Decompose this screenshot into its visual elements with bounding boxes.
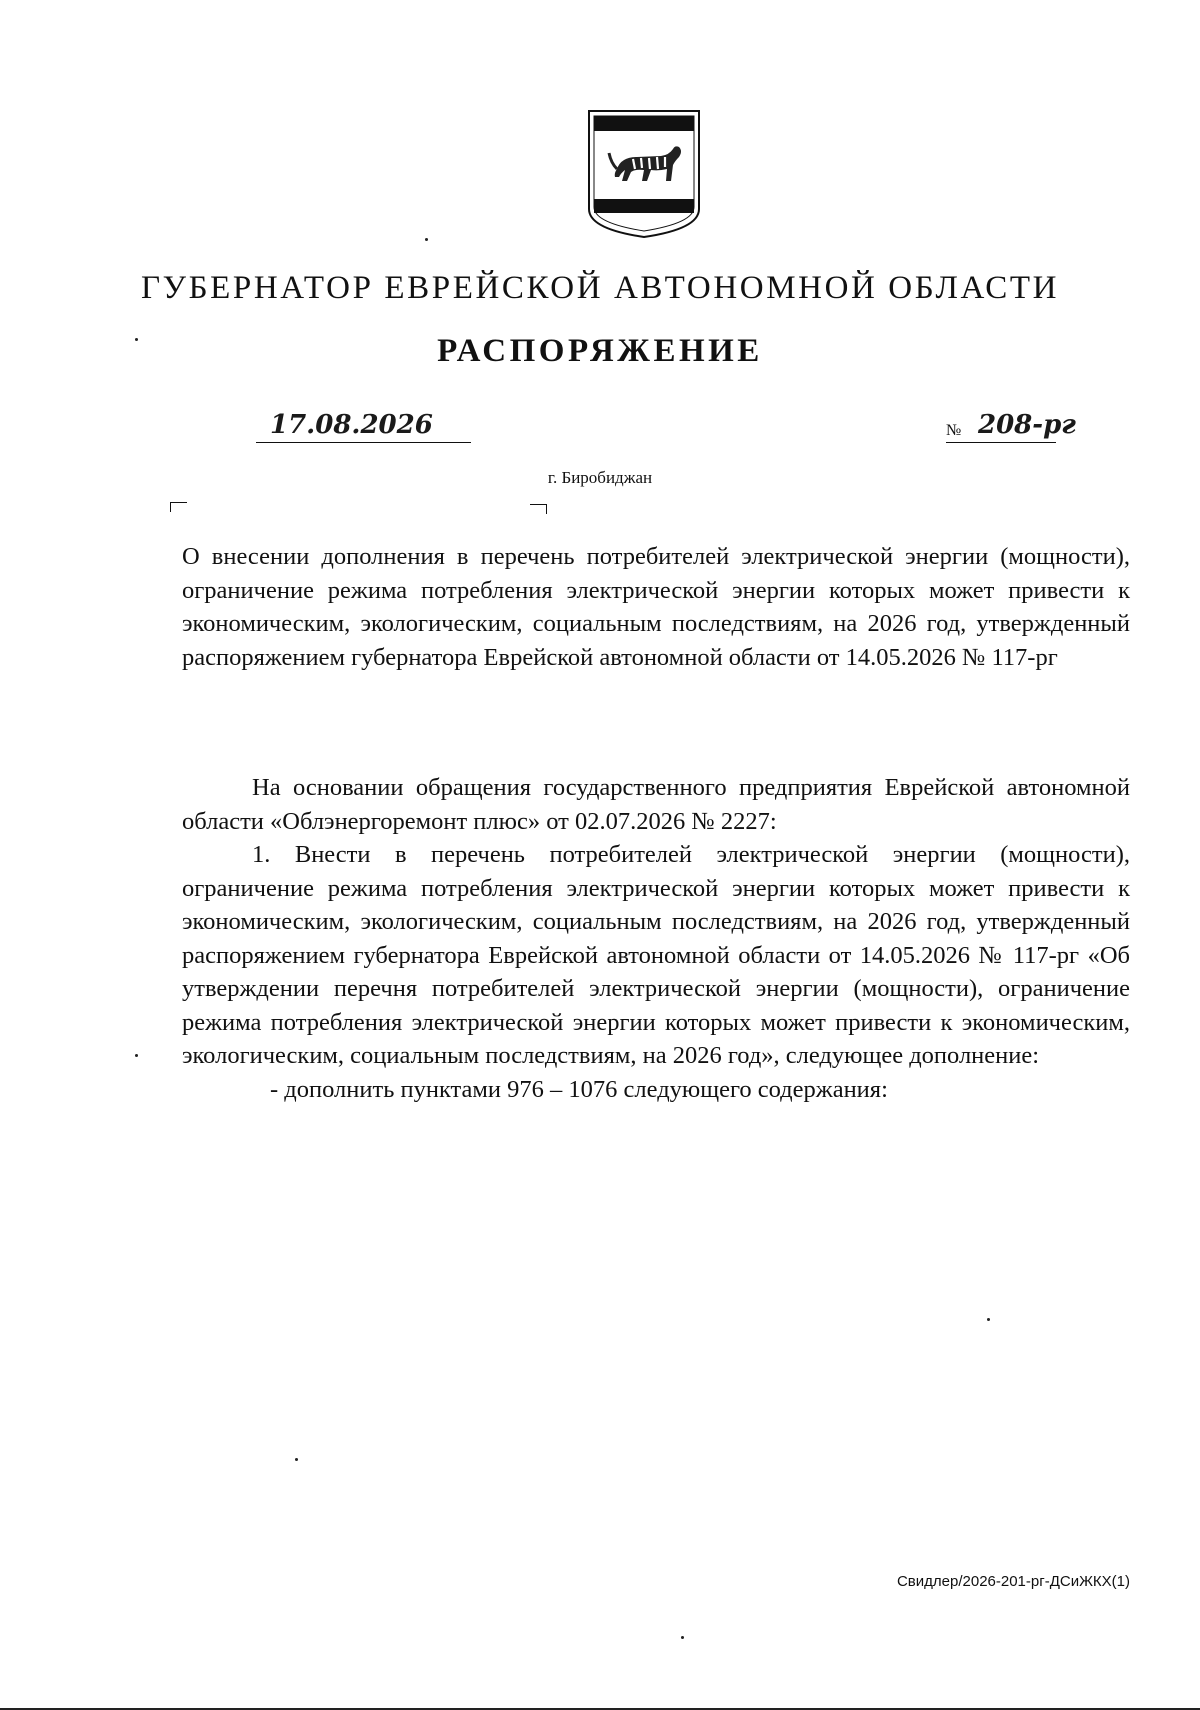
subject-bracket-right [530, 504, 547, 514]
scan-speck [425, 238, 428, 241]
document-body [182, 771, 1130, 1106]
scan-speck [987, 1318, 990, 1321]
date-field [256, 408, 471, 443]
handwritten-number: 208-рг [978, 410, 1076, 440]
handwritten-date: 17.08.2026 [270, 410, 433, 440]
scan-speck [135, 338, 138, 341]
coat-of-arms-icon [585, 107, 703, 241]
city-label: г. Биробиджан [547, 468, 653, 487]
document-reference-code: Свидлер/2026-201-рг-ДСиЖКХ(1) [896, 1573, 1130, 1590]
preamble-paragraph: На основании обращения государственного предприятия Еврейской автономной области «Облэнергоремонт плюс» от 02.07.2026 № 2227: [182, 774, 1130, 835]
document-type-title: РАСПОРЯЖЕНИЕ [437, 333, 763, 369]
item-1-paragraph: 1. Внести в перечень потребителей электрической энергии (мощности), ограничение режима потребления электрической энергии которых может привести к экономическим, экологическим, социальным последствиям, на 2026 год, утвержденный распоряжением губернатора Еврейской автономной области от 14.05.2026 № 117-рг «Об утверждении перечня потребителей электрической энергии (мощности), ограничение режима потребления электрической энергии которых может привести к экономическим, экологическим, социальным последствиям, на 2026 год», следующее дополнение: [182, 841, 1130, 1069]
scan-speck [681, 1636, 684, 1639]
scan-speck [135, 1054, 138, 1057]
issuing-authority: ГУБЕРНАТОР ЕВРЕЙСКОЙ АВТОНОМНОЙ ОБЛАСТИ [140, 270, 1060, 306]
number-sign: № [946, 422, 962, 439]
subject-bracket-left [170, 502, 187, 512]
scan-speck [295, 1458, 298, 1461]
document-subject: О внесении дополнения в перечень потребителей электрической энергии (мощности), ограничение режима потребления электрической энергии которых может привести к экономическим, экологическим, социальным последствиям, на 2026 год, утвержденный распоряжением губернатора Еврейской автономной области от 14.05.2026 № 117-рг [182, 543, 1130, 671]
item-1-dash-paragraph: - дополнить пунктами 976 – 1076 следующего содержания: [270, 1075, 888, 1103]
document-number-field [946, 406, 1076, 443]
